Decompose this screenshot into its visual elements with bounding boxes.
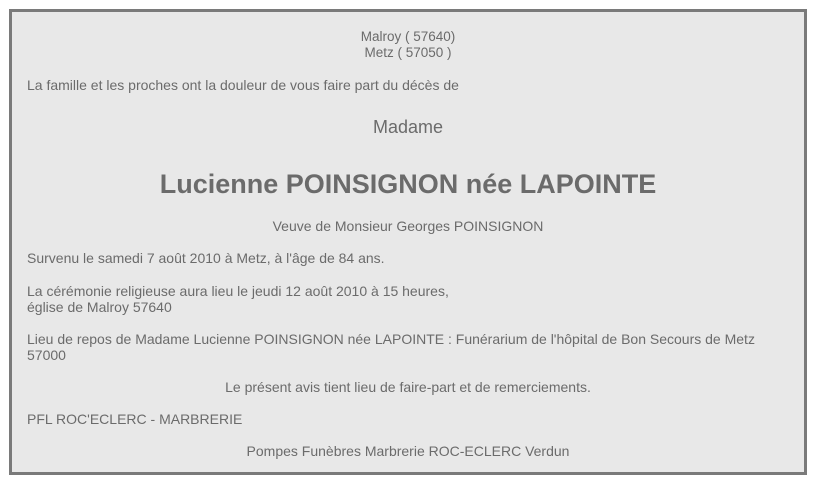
relation-text: Veuve de Monsieur Georges POINSIGNON [272, 218, 544, 234]
ceremony-line-2: église de Malroy 57640 [27, 299, 172, 315]
company-marbrerie: PFL ROC'ECLERC - MARBRERIE [27, 411, 243, 427]
death-info: Survenu le samedi 7 août 2010 à Metz, à l'âge de 84 ans. [27, 250, 385, 266]
notice-text: Le présent avis tient lieu de faire-part et de remerciements. [225, 379, 591, 395]
ceremony-line-1: La cérémonie religieuse aura lieu le jeudi 12 août 2010 à 15 heures, [27, 283, 449, 299]
deceased-name: Lucienne POINSIGNON née LAPOINTE [159, 169, 657, 199]
rest-place-line-1: Lieu de repos de Madame Lucienne POINSIGNON née LAPOINTE : Funérarium de l'hôpital de Bon Secours de Metz [27, 331, 755, 347]
intro-text: La famille et les proches ont la douleur de vous faire part du décès de [27, 77, 459, 93]
company-verdun: Pompes Funèbres Marbrerie ROC-ECLERC Verdun [246, 443, 570, 459]
civility: Madame [372, 117, 444, 137]
rest-place-line-2: 57000 [27, 347, 66, 363]
locality-malroy: Malroy ( 57640) [360, 29, 456, 44]
obituary-notice [9, 9, 807, 475]
locality-metz: Metz ( 57050 ) [364, 45, 452, 60]
